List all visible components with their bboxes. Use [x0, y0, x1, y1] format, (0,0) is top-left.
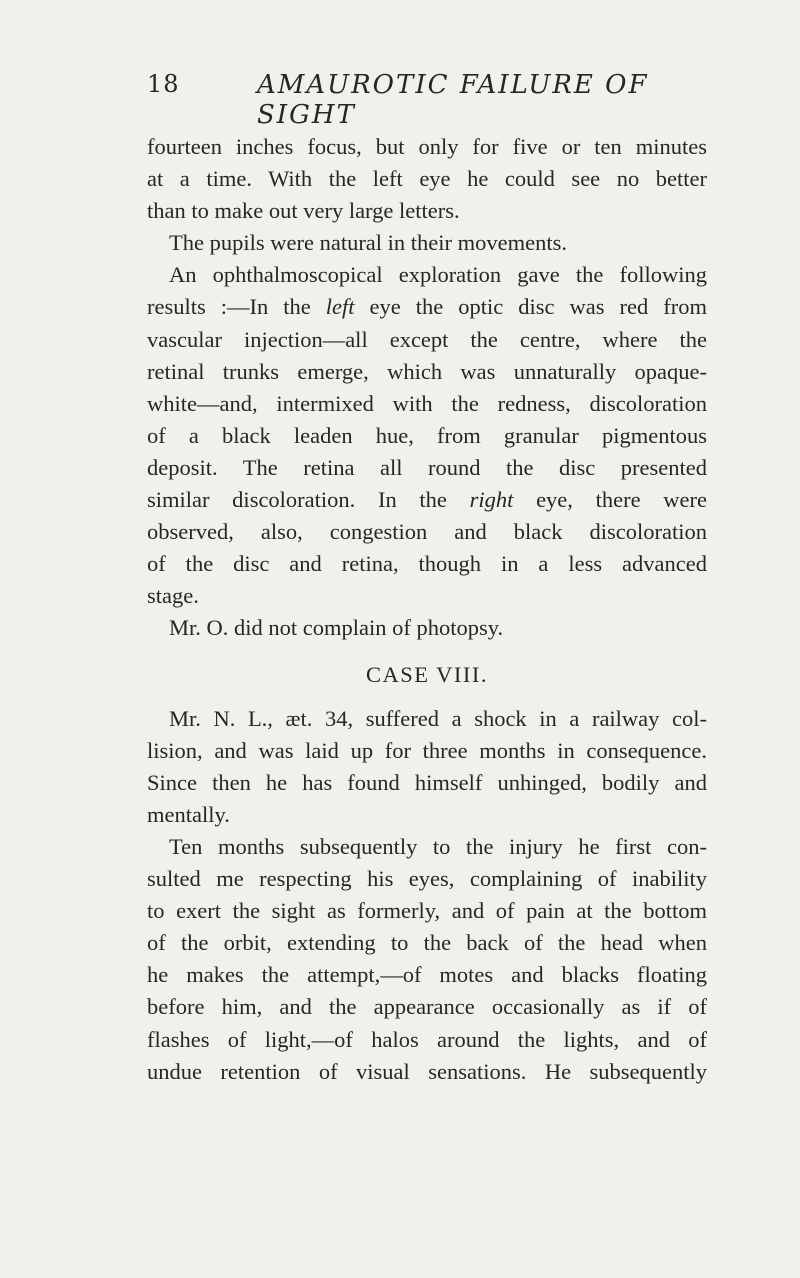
text-line: sulted me respecting his eyes, complaining of inability: [147, 866, 707, 892]
italic-word: right: [469, 487, 514, 513]
text-line: undue retention of visual sensations. He subsequently: [147, 1058, 707, 1084]
text-line: The pupils were natural in their movements.: [169, 230, 568, 256]
text-line: mentally.: [147, 801, 230, 827]
text-line: of the orbit, extending to the back of the head when: [147, 930, 707, 956]
text-line: of a black leaden hue, from granular pigmentous: [147, 422, 707, 448]
text-line: retinal trunks emerge, which was unnaturally opaque-: [147, 358, 707, 384]
text-segment: eye the optic disc was red from: [354, 294, 707, 320]
text-line: white—and, intermixed with the redness, discoloration: [147, 390, 707, 416]
text-line: observed, also, congestion and black discoloration: [147, 519, 707, 545]
text-line: Ten months subsequently to the injury he first con-: [169, 833, 707, 859]
running-head: AMAUROTIC FAILURE OF SIGHT: [257, 70, 649, 130]
text-line: lision, and was laid up for three months in consequence.: [147, 737, 707, 763]
page-header: [147, 70, 699, 130]
text-line: fourteen inches focus, but only for five or ten minutes: [147, 134, 707, 159]
text-line: flashes of light,—of halos around the lights, and of: [147, 1026, 707, 1052]
text-segment: results :—In the: [147, 294, 326, 320]
text-line: at a time. With the left eye he could see no better: [147, 166, 707, 192]
text-line: than to make out very large letters.: [147, 198, 460, 224]
italic-word: left: [325, 294, 355, 320]
text-segment: similar discoloration. In the: [147, 487, 470, 513]
case-heading: CASE VIII.: [365, 661, 489, 687]
text-line: of the disc and retina, though in a less advanced: [147, 551, 707, 577]
text-line: stage.: [147, 583, 199, 609]
text-line: he makes the attempt,—of motes and blacks floating: [147, 962, 707, 988]
text-line: An ophthalmoscopical exploration gave the following: [169, 262, 707, 288]
text-segment: eye, there were: [513, 487, 707, 513]
text-line: Since then he has found himself unhinged, bodily and: [147, 769, 707, 795]
text-line: deposit. The retina all round the disc presented: [147, 454, 707, 480]
text-line: [147, 291, 707, 323]
text-line: to exert the sight as formerly, and of pain at the bottom: [147, 898, 707, 924]
text-line: before him, and the appearance occasionally as if of: [147, 994, 707, 1020]
body-text: [147, 131, 707, 1088]
page-number: 18: [147, 70, 180, 98]
text-line: vascular injection—all except the centre, where the: [147, 326, 707, 352]
text-line: [147, 484, 707, 516]
text-line: Mr. N. L., æt. 34, suffered a shock in a railway col-: [169, 705, 707, 731]
text-line: Mr. O. did not complain of photopsy.: [169, 615, 504, 641]
